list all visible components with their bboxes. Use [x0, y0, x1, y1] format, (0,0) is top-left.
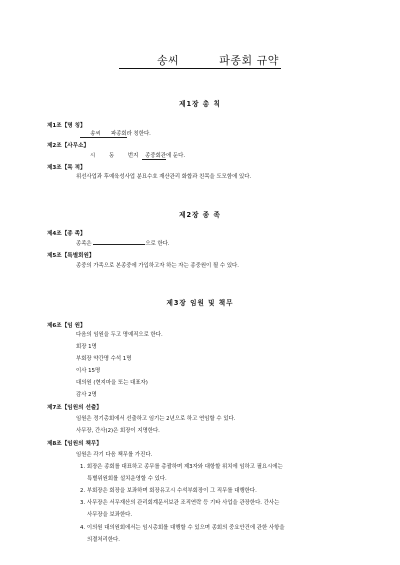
- article-8-intro: 임원은 각기 다음 책무를 가진다.: [76, 452, 153, 458]
- article-7-line-1: 임원은 정기총회에서 선출하고 임기는 2년으로 하고 연임할 수 있다.: [76, 416, 236, 422]
- article-6-intro: 다음의 임원을 두고 명예직으로 한다.: [76, 332, 163, 338]
- article-8-item-1: 1. 회장은 종회를 대표하고 종무를 총괄하며 제3자와 대항할 위치에 임하고 필요시에는: [80, 464, 283, 470]
- article-7-label: 제7조【임원의 선출】: [47, 405, 102, 411]
- article-3-text: 위선사업과 후예육성사업 분묘수호 재산관리 화합과 친목을 도모함에 있다.: [76, 174, 252, 180]
- article-8-item-4: 4. 이의원 대의원회에서는 임시총회를 대행할 수 있으며 종회의 중요안건에 관한 사항을: [80, 525, 285, 531]
- article-5-text: 종중의 가족으로 본종중에 가입하고자 하는 자는 종중원이 될 수 있다.: [76, 263, 239, 269]
- article-8-item-3: 3. 사무장은 서무재산의 관리회계문서보관 조직연락 등 기타 사업을 관장한다. 간사는: [80, 500, 280, 506]
- chapter-2-heading: 제2장 종 족: [179, 211, 221, 219]
- article-8-label: 제8조【임원의 책무】: [47, 441, 102, 447]
- article-8-item-1-cont: 특별위원회를 설치운영할 수 있다.: [87, 476, 167, 482]
- article-6-item: 부회장 약간명 수석 1명: [76, 356, 132, 362]
- article-4-label: 제4조【종 족】: [47, 231, 86, 237]
- article-2-text: 시 동 번지 종중회관에 둔다.: [90, 153, 186, 159]
- article-5-label: 제5조【특별회원】: [47, 253, 95, 259]
- article-2-label: 제2조【사무소】: [47, 143, 90, 149]
- article-4-text: 종족은 으로 한다.: [76, 241, 170, 247]
- article-8-item-4-cont: 의결처리한다.: [87, 537, 120, 543]
- article-3-label: 제3조【목 적】: [47, 165, 86, 171]
- article-6-label: 제6조【임 원】: [47, 323, 86, 329]
- article-8-item-3-cont: 사무장을 보좌한다.: [87, 512, 133, 518]
- article-6-item: 회장 1명: [76, 344, 97, 350]
- article-7-line-2: 사무장, 간사(2)은 회장이 지명한다.: [76, 428, 160, 434]
- document-title: [0, 52, 400, 68]
- article-6-item: 이사 15명: [76, 368, 101, 374]
- chapter-1-heading: 제1장 총 칙: [179, 100, 221, 108]
- article-1-label: 제1조【명 칭】: [47, 123, 86, 129]
- article-8-item-2: 2. 부회장은 회장을 보좌하며 회장유고시 수석부회장이 그 직무를 대행한다.: [80, 488, 257, 494]
- article-6-item: 감사 2명: [76, 392, 97, 398]
- chapter-3-heading: 제3장 임원 및 책무: [166, 299, 234, 307]
- title-surname: 송씨 파종회 규약: [119, 54, 281, 69]
- article-6-item: 대의원 (현지마을 또는 대표자): [76, 380, 148, 386]
- article-1-text: 송씨 파종회라 칭한다.: [80, 131, 151, 137]
